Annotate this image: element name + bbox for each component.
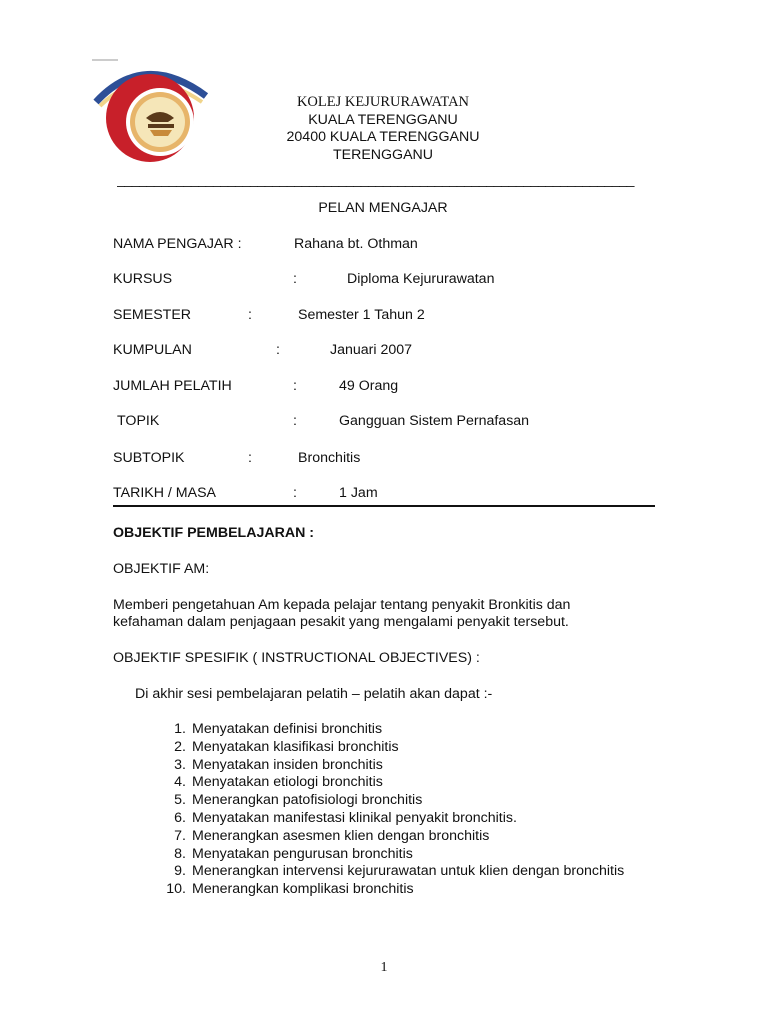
list-item-text: Menerangkan komplikasi bronchitis (192, 881, 414, 898)
info-label-tarikh-masa: TARIKH / MASA (113, 485, 217, 501)
info-label-subtopik: SUBTOPIK (113, 450, 185, 466)
document-title: PELAN MENGAJAR (318, 200, 448, 216)
list-item (166, 881, 624, 899)
page-number: 1 (380, 960, 388, 975)
list-item (166, 792, 624, 810)
list-item (166, 757, 624, 775)
list-item (166, 863, 624, 881)
info-colon: : (293, 271, 297, 287)
info-value-topik: Gangguan Sistem Pernafasan (339, 413, 530, 429)
list-item-number: 8. (174, 845, 186, 862)
list-item (166, 774, 624, 792)
info-label-topik: TOPIK (117, 413, 160, 429)
objektif-am-heading: OBJEKTIF AM: (113, 561, 210, 577)
list-item (166, 846, 624, 864)
list-item-number: 5. (174, 792, 186, 809)
list-item-text: Menyatakan pengurusan bronchitis (192, 845, 413, 862)
info-colon: : (248, 307, 252, 323)
list-item-text: Menyatakan etiologi bronchitis (192, 774, 383, 791)
college-header (230, 94, 536, 164)
college-city: KUALA TERENGGANU (308, 111, 458, 128)
list-item-number: 1. (174, 721, 186, 737)
list-item-text: Menyatakan definisi bronchitis (192, 721, 383, 737)
info-value-jumlah-pelatih: 49 Orang (339, 378, 399, 394)
list-item-text: Menerangkan patofisiologi bronchitis (192, 792, 423, 809)
objektif-intro: Di akhir sesi pembelajaran pelatih – pelatih akan dapat :- (135, 686, 493, 702)
list-item-number: 3. (174, 756, 186, 773)
list-item-text: Menyatakan insiden bronchitis (192, 756, 383, 773)
objective-list (166, 721, 624, 899)
header-underline: ______________________________________________________________________ (117, 171, 635, 187)
list-item-number: 7. (174, 827, 186, 844)
list-item-number: 4. (174, 774, 186, 791)
college-logo-icon (88, 56, 216, 168)
info-value-kumpulan: Januari 2007 (330, 342, 413, 358)
objektif-heading: OBJEKTIF PEMBELAJARAN : (113, 525, 315, 541)
list-item-number: 2. (174, 738, 186, 755)
list-item-text: Menerangkan intervensi kejururawatan untuk klien dengan bronchitis (192, 863, 625, 880)
info-value-tarikh-masa: 1 Jam (339, 485, 378, 501)
list-item (166, 721, 624, 739)
list-item-text: Menyatakan klasifikasi bronchitis (192, 738, 399, 755)
info-label-jumlah-pelatih: JUMLAH PELATIH (113, 378, 232, 394)
list-item (166, 739, 624, 757)
objektif-spesifik-heading: OBJEKTIF SPESIFIK ( INSTRUCTIONAL OBJECTIVES) : (113, 650, 480, 666)
info-value-nama-pengajar: Rahana bt. Othman (294, 236, 418, 252)
info-label-nama-pengajar: NAMA PENGAJAR : (113, 236, 242, 252)
info-colon: : (248, 450, 252, 466)
info-label-kumpulan: KUMPULAN (113, 342, 192, 358)
list-item (166, 828, 624, 846)
info-colon: : (293, 378, 297, 394)
info-label-kursus: KURSUS (113, 271, 173, 287)
info-value-subtopik: Bronchitis (298, 450, 361, 466)
info-value-semester: Semester 1 Tahun 2 (298, 307, 425, 323)
college-name: KOLEJ KEJURURAWATAN (296, 94, 470, 110)
info-value-kursus: Diploma Kejururawatan (347, 271, 495, 287)
section-divider (113, 505, 655, 507)
info-colon: : (276, 342, 280, 358)
info-label-semester: SEMESTER (113, 307, 192, 323)
list-item (166, 810, 624, 828)
list-item-text: Menerangkan asesmen klien dengan bronchitis (192, 827, 490, 844)
info-colon: : (293, 485, 297, 501)
list-item-number: 6. (174, 809, 186, 826)
list-item-number: 9. (174, 863, 186, 880)
list-item-number: 10. (166, 881, 186, 898)
objektif-am-line-2: kefahaman dalam penjagaan pesakit yang mengalami penyakit tersebut. (113, 614, 569, 630)
college-state: TERENGGANU (332, 146, 434, 163)
list-item-text: Menyatakan manifestasi klinikal penyakit bronchitis. (192, 809, 517, 826)
info-colon: : (293, 413, 297, 429)
objektif-am-line-1: Memberi pengetahuan Am kepada pelajar tentang penyakit Bronkitis dan (113, 597, 571, 613)
college-postcode: 20400 KUALA TERENGGANU (286, 129, 480, 145)
